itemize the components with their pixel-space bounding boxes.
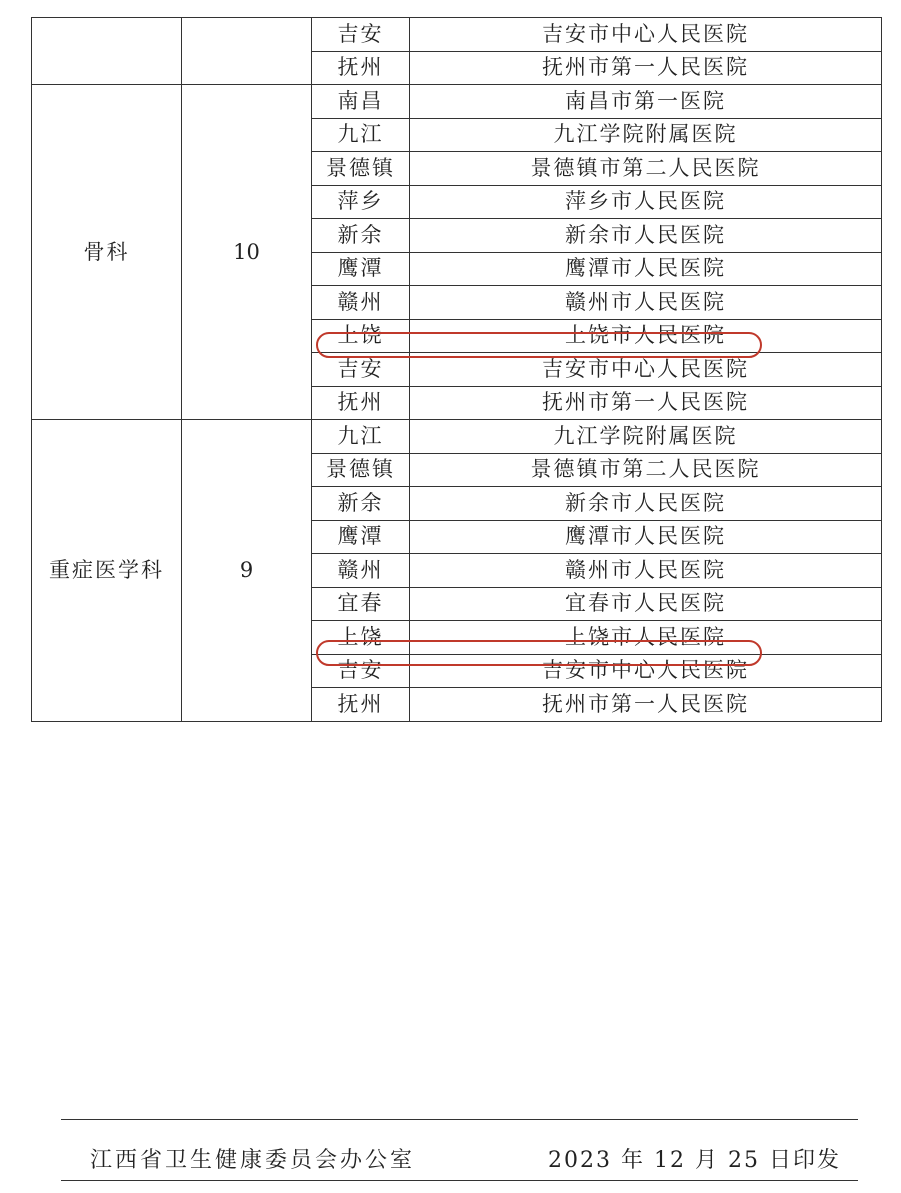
- hospital-cell: 景德镇市第二人民医院: [410, 152, 882, 186]
- table-row: [32, 85, 882, 119]
- hospital-cell: 景德镇市第二人民医院: [410, 453, 882, 487]
- count-cell: [182, 18, 312, 85]
- hospital-cell: 南昌市第一医院: [410, 85, 882, 119]
- footer-bottom-rule: [61, 1180, 858, 1181]
- count-cell: 10: [182, 85, 312, 420]
- hospital-cell: 赣州市人民医院: [410, 554, 882, 588]
- category-cell: 骨科: [32, 85, 182, 420]
- city-cell: 萍乡: [312, 185, 410, 219]
- city-cell: 吉安: [312, 18, 410, 52]
- city-cell: 赣州: [312, 286, 410, 320]
- city-cell: 上饶: [312, 319, 410, 353]
- city-cell: 新余: [312, 487, 410, 521]
- hospital-table: [31, 17, 882, 722]
- hospital-table-body: [32, 18, 882, 722]
- hospital-cell: 上饶市人民医院: [410, 621, 882, 655]
- hospital-cell: 鹰潭市人民医院: [410, 520, 882, 554]
- hospital-cell: 抚州市第一人民医院: [410, 688, 882, 722]
- city-cell: 宜春: [312, 587, 410, 621]
- city-cell: 景德镇: [312, 152, 410, 186]
- table-row: [32, 420, 882, 454]
- city-cell: 抚州: [312, 51, 410, 85]
- hospital-cell: 吉安市中心人民医院: [410, 18, 882, 52]
- city-cell: 新余: [312, 219, 410, 253]
- city-cell: 南昌: [312, 85, 410, 119]
- city-cell: 抚州: [312, 386, 410, 420]
- hospital-cell: 吉安市中心人民医院: [410, 353, 882, 387]
- city-cell: 上饶: [312, 621, 410, 655]
- hospital-cell: 宜春市人民医院: [410, 587, 882, 621]
- city-cell: 赣州: [312, 554, 410, 588]
- hospital-cell: 九江学院附属医院: [410, 118, 882, 152]
- hospital-cell: 抚州市第一人民医院: [410, 386, 882, 420]
- hospital-cell: 萍乡市人民医院: [410, 185, 882, 219]
- footer-issuer: 江西省卫生健康委员会办公室: [90, 1148, 416, 1173]
- city-cell: 九江: [312, 118, 410, 152]
- hospital-cell: 上饶市人民医院: [410, 319, 882, 353]
- hospital-cell: 九江学院附属医院: [410, 420, 882, 454]
- city-cell: 鹰潭: [312, 520, 410, 554]
- count-cell: 9: [182, 420, 312, 722]
- footer-top-rule: [61, 1119, 858, 1120]
- city-cell: 抚州: [312, 688, 410, 722]
- city-cell: 鹰潭: [312, 252, 410, 286]
- city-cell: 景德镇: [312, 453, 410, 487]
- hospital-cell: 赣州市人民医院: [410, 286, 882, 320]
- hospital-cell: 新余市人民医院: [410, 487, 882, 521]
- hospital-cell: 鹰潭市人民医院: [410, 252, 882, 286]
- category-cell: [32, 18, 182, 85]
- category-cell: 重症医学科: [32, 420, 182, 722]
- city-cell: 九江: [312, 420, 410, 454]
- hospital-cell: 抚州市第一人民医院: [410, 51, 882, 85]
- hospital-cell: 新余市人民医院: [410, 219, 882, 253]
- footer-date: 2023 年 12 月 25 日印发: [548, 1148, 841, 1173]
- city-cell: 吉安: [312, 353, 410, 387]
- table-row: [32, 18, 882, 52]
- city-cell: 吉安: [312, 654, 410, 688]
- hospital-cell: 吉安市中心人民医院: [410, 654, 882, 688]
